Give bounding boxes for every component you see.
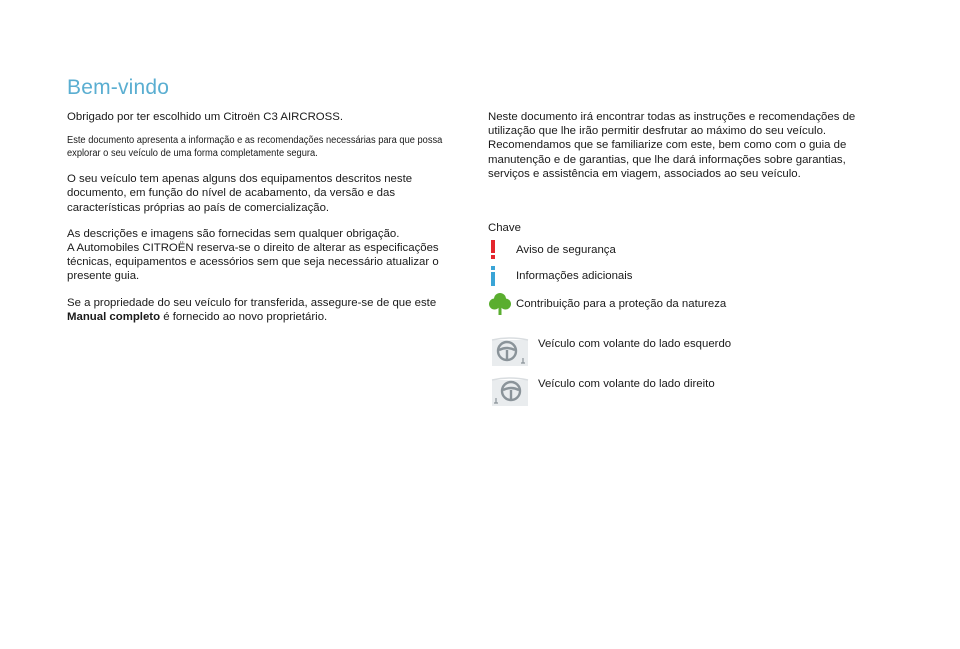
disclaimer-line1: As descrições e imagens são fornecidas sem qualquer obrigação.: [67, 227, 400, 240]
tree-icon: [488, 292, 512, 316]
ownership-text-before: Se a propriedade do seu veículo for transferida, assegure-se de que este: [67, 296, 437, 309]
key-item-right-hand-drive: [490, 376, 715, 406]
thanks-paragraph: Obrigado por ter escolhido um Citroën C3 AIRCROSS.: [67, 111, 344, 123]
key-item-left-hand-drive: [490, 336, 731, 366]
key-item-info: [489, 266, 633, 286]
contents-column: [488, 110, 888, 193]
right-hand-drive-icon: [490, 376, 530, 406]
contents-paragraph: Neste documento irá encontrar todas as instruções e recomendações de utilização que lhe irão permitir desfrutar ao máximo do seu veículo. Recomendamos que se familiarize com este, bem como com o guia de manutenção e de garantias, que lhe dará informações sobre garantias, serviços e assistência em viagem, associados ao seu veículo.: [488, 111, 856, 180]
manual-name: Manual completo: [67, 310, 161, 323]
document-purpose-paragraph: Este documento apresenta a informação e as recomendações necessárias para que possa explorar o seu veículo de uma forma completamente segura.: [67, 135, 443, 160]
intro-column: [67, 110, 462, 336]
key-item-text: Aviso de segurança: [516, 244, 616, 256]
disclaimer-rest: A Automobiles CITROËN reserva-se o direito de alterar as especificações técnicas, equipamentos e acessórios sem que seja necessário atualizar o presente guia.: [67, 242, 439, 283]
key-item-text: Informações adicionais: [516, 270, 633, 282]
warning-icon: [489, 240, 497, 260]
info-icon: [489, 266, 497, 286]
page-title: Bem-vindo: [67, 76, 170, 99]
key-item-warning: [489, 240, 616, 260]
key-item-text: Veículo com volante do lado direito: [538, 378, 715, 390]
ownership-paragraph: [67, 296, 462, 324]
key-item-text: Contribuição para a proteção da natureza: [516, 298, 727, 310]
key-item-nature: [488, 292, 726, 316]
left-hand-drive-icon: [490, 336, 530, 366]
disclaimer-paragraph: [67, 227, 462, 284]
equipment-paragraph: O seu veículo tem apenas alguns dos equipamentos descritos neste documento, em função do nível de acabamento, da versão e das características próprias ao país de comercialização.: [67, 173, 413, 214]
ownership-text-after: é fornecido ao novo proprietário.: [160, 310, 328, 323]
key-heading: Chave: [488, 222, 521, 234]
key-item-text: Veículo com volante do lado esquerdo: [538, 338, 732, 350]
